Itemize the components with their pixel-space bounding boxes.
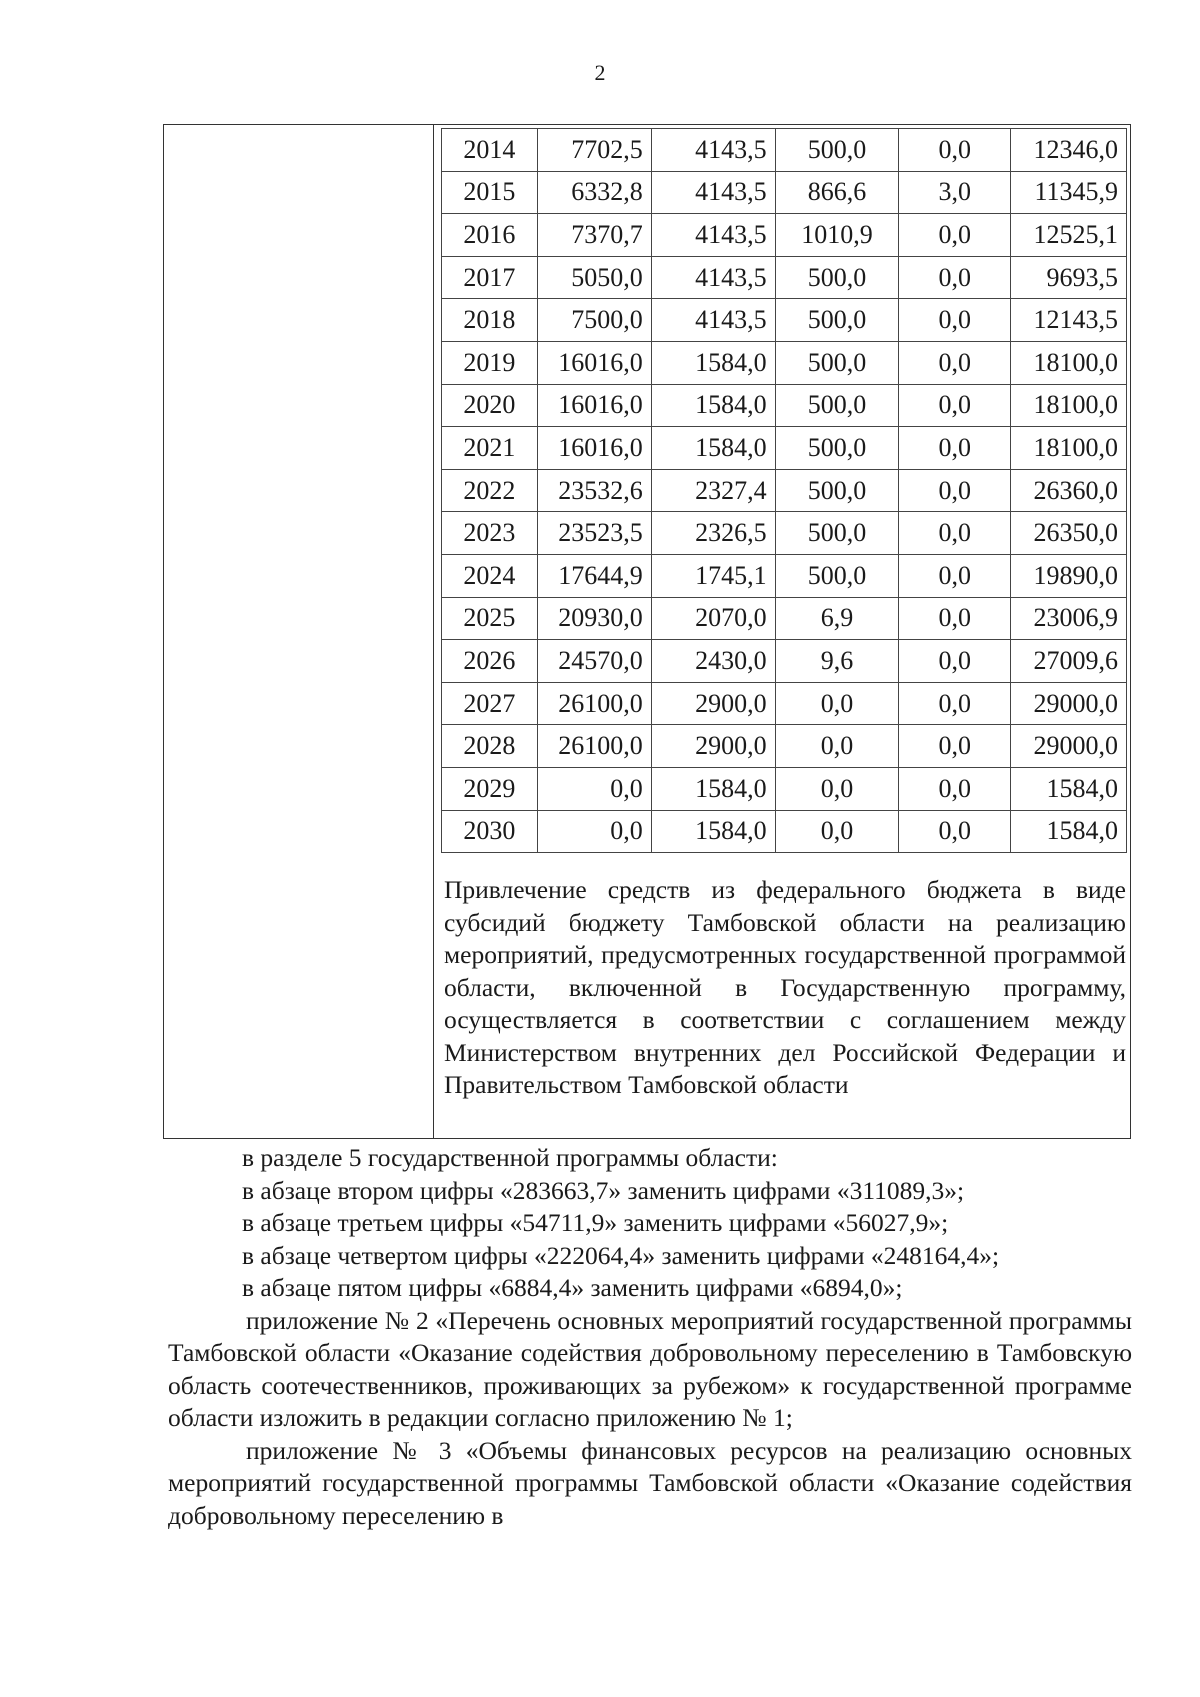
table-cell-value: 0,0 (899, 725, 1011, 768)
table-cell-value: 9,6 (775, 640, 899, 683)
table-cell-value: 1010,9 (775, 214, 899, 257)
table-cell-value: 866,6 (775, 171, 899, 214)
body-paragraph: приложение № 2 «Перечень основных мероприятий государственной программы Тамбовской области «Оказание содействия добровольному переселению в Тамбовскую область соотечественников, проживающих за рубежом» к государственной программе области изложить в редакции согласно приложению № 1; (168, 1305, 1132, 1432)
table-row (442, 554, 1127, 597)
body-line: в разделе 5 государственной программы области: (242, 1143, 778, 1172)
table-cell-value: 29000,0 (1011, 682, 1127, 725)
table-cell-value: 1584,0 (651, 427, 775, 470)
table-cell-value: 6332,8 (537, 171, 651, 214)
table-cell-year: 2016 (442, 214, 538, 257)
table-cell-year: 2029 (442, 767, 538, 810)
table-cell-year: 2025 (442, 597, 538, 640)
table-cell-value: 12525,1 (1011, 214, 1127, 257)
table-cell-year: 2026 (442, 640, 538, 683)
page-number: 2 (594, 60, 606, 85)
body-text (168, 1142, 1132, 1532)
table-cell-value: 26360,0 (1011, 469, 1127, 512)
table-cell-value: 4143,5 (651, 129, 775, 172)
table-cell-year: 2023 (442, 512, 538, 555)
table-row (442, 640, 1127, 683)
table-cell-value: 4143,5 (651, 214, 775, 257)
table-cell-value: 1584,0 (651, 810, 775, 853)
table-cell-value: 1584,0 (1011, 767, 1127, 810)
table-cell-value: 12346,0 (1011, 129, 1127, 172)
table-row (442, 256, 1127, 299)
table-cell-value: 20930,0 (537, 597, 651, 640)
table-cell-value: 0,0 (899, 256, 1011, 299)
table-cell-year: 2028 (442, 725, 538, 768)
table-cell-year: 2024 (442, 554, 538, 597)
table-cell-value: 500,0 (775, 554, 899, 597)
table-cell-value: 17644,9 (537, 554, 651, 597)
table-cell-value: 0,0 (899, 341, 1011, 384)
table-cell-value: 1584,0 (1011, 810, 1127, 853)
table-cell-value: 0,0 (775, 725, 899, 768)
table-cell-value: 23006,9 (1011, 597, 1127, 640)
table-cell-value: 500,0 (775, 469, 899, 512)
table-cell-value: 500,0 (775, 129, 899, 172)
table-row (442, 427, 1127, 470)
table-cell-value: 0,0 (899, 427, 1011, 470)
table-cell-value: 2070,0 (651, 597, 775, 640)
table-cell-value: 7702,5 (537, 129, 651, 172)
table-cell-value: 18100,0 (1011, 384, 1127, 427)
table-cell-value: 2327,4 (651, 469, 775, 512)
table-cell-value: 2900,0 (651, 725, 775, 768)
table-row (442, 299, 1127, 342)
table-row (442, 384, 1127, 427)
table-cell-year: 2018 (442, 299, 538, 342)
table-cell-value: 500,0 (775, 427, 899, 470)
table-cell-value: 27009,6 (1011, 640, 1127, 683)
table-cell-value: 4143,5 (651, 171, 775, 214)
table-cell-year: 2030 (442, 810, 538, 853)
funding-table (441, 128, 1127, 853)
table-row (442, 341, 1127, 384)
table-cell-value: 0,0 (775, 767, 899, 810)
table-cell-value: 500,0 (775, 384, 899, 427)
table-cell-value: 7370,7 (537, 214, 651, 257)
table-cell-value: 9693,5 (1011, 256, 1127, 299)
table-cell-value: 11345,9 (1011, 171, 1127, 214)
table-cell-value: 7500,0 (537, 299, 651, 342)
table-cell-value: 29000,0 (1011, 725, 1127, 768)
table-cell-value: 1584,0 (651, 341, 775, 384)
table-row (442, 469, 1127, 512)
table-cell-value: 0,0 (899, 640, 1011, 683)
table-cell-value: 26100,0 (537, 725, 651, 768)
table-row (442, 597, 1127, 640)
table-row (442, 725, 1127, 768)
table-cell-value: 18100,0 (1011, 427, 1127, 470)
table-row (442, 214, 1127, 257)
table-cell-value: 2900,0 (651, 682, 775, 725)
table-cell-value: 24570,0 (537, 640, 651, 683)
table-cell-value: 0,0 (899, 129, 1011, 172)
table-cell-year: 2017 (442, 256, 538, 299)
outer-table-divider (433, 124, 434, 1139)
table-cell-value: 4143,5 (651, 299, 775, 342)
table-cell-value: 500,0 (775, 299, 899, 342)
table-note: Привлечение средств из федерального бюджета в виде субсидий бюджету Тамбовской области на реализацию мероприятий, предусмотренных государственной программой области, включенной в Государственную программу, осуществляется в соответствии с соглашением между Министерством внутренних дел Российской Федерации и Правительством Тамбовской области (444, 875, 1126, 1099)
table-cell-value: 5050,0 (537, 256, 651, 299)
table-cell-value: 23523,5 (537, 512, 651, 555)
table-cell-value: 3,0 (899, 171, 1011, 214)
table-cell-value: 1745,1 (651, 554, 775, 597)
table-cell-value: 500,0 (775, 256, 899, 299)
table-cell-year: 2019 (442, 341, 538, 384)
table-cell-year: 2027 (442, 682, 538, 725)
body-line: в абзаце пятом цифры «6884,4» заменить цифрами «6894,0»; (242, 1273, 903, 1302)
table-row (442, 171, 1127, 214)
table-cell-value: 26100,0 (537, 682, 651, 725)
table-cell-value: 1584,0 (651, 384, 775, 427)
body-line: в абзаце четвертом цифры «222064,4» заменить цифрами «248164,4»; (242, 1240, 1000, 1270)
table-cell-value: 0,0 (899, 597, 1011, 640)
table-cell-year: 2021 (442, 427, 538, 470)
table-row (442, 810, 1127, 853)
table-cell-value: 500,0 (775, 341, 899, 384)
table-cell-value: 16016,0 (537, 384, 651, 427)
table-cell-year: 2020 (442, 384, 538, 427)
table-row (442, 767, 1127, 810)
body-line: в абзаце втором цифры «283663,7» заменить цифрами «311089,3»; (242, 1175, 965, 1205)
table-cell-value: 0,0 (775, 682, 899, 725)
table-cell-year: 2014 (442, 129, 538, 172)
table-row (442, 512, 1127, 555)
table-cell-year: 2022 (442, 469, 538, 512)
table-cell-value: 26350,0 (1011, 512, 1127, 555)
table-row (442, 129, 1127, 172)
table-cell-value: 0,0 (899, 469, 1011, 512)
table-cell-value: 0,0 (899, 554, 1011, 597)
table-cell-value: 6,9 (775, 597, 899, 640)
body-line: в абзаце третьем цифры «54711,9» заменить цифрами «56027,9»; (242, 1208, 949, 1237)
body-paragraph: приложение № 3 «Объемы финансовых ресурсов на реализацию основных мероприятий государственной программы Тамбовской области «Оказание содействия добровольному переселению в (168, 1435, 1132, 1530)
table-cell-value: 19890,0 (1011, 554, 1127, 597)
table-cell-value: 2326,5 (651, 512, 775, 555)
table-cell-value: 0,0 (899, 810, 1011, 853)
table-cell-value: 0,0 (775, 810, 899, 853)
table-cell-value: 4143,5 (651, 256, 775, 299)
table-cell-year: 2015 (442, 171, 538, 214)
table-cell-value: 16016,0 (537, 427, 651, 470)
table-cell-value: 500,0 (775, 512, 899, 555)
table-cell-value: 1584,0 (651, 767, 775, 810)
table-cell-value: 0,0 (899, 214, 1011, 257)
table-cell-value: 0,0 (899, 299, 1011, 342)
table-cell-value: 23532,6 (537, 469, 651, 512)
table-cell-value: 18100,0 (1011, 341, 1127, 384)
table-cell-value: 0,0 (537, 810, 651, 853)
table-cell-value: 0,0 (899, 512, 1011, 555)
table-row (442, 682, 1127, 725)
table-cell-value: 0,0 (537, 767, 651, 810)
table-cell-value: 0,0 (899, 767, 1011, 810)
table-cell-value: 16016,0 (537, 341, 651, 384)
table-cell-value: 0,0 (899, 682, 1011, 725)
table-cell-value: 12143,5 (1011, 299, 1127, 342)
table-cell-value: 0,0 (899, 384, 1011, 427)
table-cell-value: 2430,0 (651, 640, 775, 683)
